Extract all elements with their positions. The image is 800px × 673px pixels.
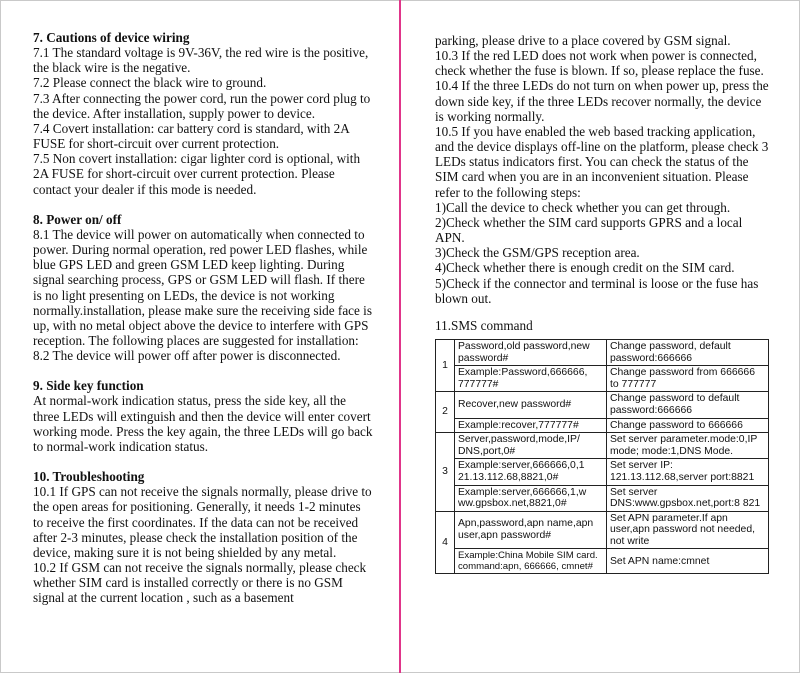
table-row bbox=[436, 459, 769, 485]
table-row bbox=[436, 433, 769, 459]
paragraph: At normal-work indication status, press the side key, all the three LEDs will extinguish and then the device will enter covert working mode. Press the key again, the three LEDs will go back to normal-work indication status. bbox=[33, 393, 373, 454]
section-heading: 8. Power on/ off bbox=[33, 211, 122, 227]
command-number: 4 bbox=[436, 511, 455, 574]
sms-command-title: 11.SMS command bbox=[435, 317, 533, 333]
section-heading: 10. Troubleshooting bbox=[33, 469, 145, 485]
command-description: Change password from 666666 to 777777 bbox=[607, 366, 769, 392]
section-heading: 7. Cautions of device wiring bbox=[33, 30, 190, 45]
command-syntax: Example:server,666666,0,1 21.13.112.68,8821,0# bbox=[455, 459, 607, 485]
paragraph: 4)Check whether there is enough credit on the SIM card. bbox=[435, 260, 735, 276]
right-paragraphs bbox=[435, 33, 770, 306]
left-column bbox=[33, 30, 373, 605]
command-description: Change password to default password:666666 bbox=[607, 392, 769, 418]
section-gap bbox=[33, 197, 373, 212]
paragraph: 10.4 If the three LEDs do not turn on when power up, press the down side key, if the three LEDs recover normally, the device is working normally. bbox=[435, 78, 769, 124]
command-syntax: Example:recover,777777# bbox=[455, 418, 607, 433]
paragraph: 10.5 If you have enabled the web based tracking application, and the device displays off-line on the platform, please check 3 LEDs status indicators first. You can check the status of the SIM card when you are in an inconvenient situation. Please refer to the following steps: bbox=[435, 123, 769, 200]
command-description: Set server DNS:www.gpsbox.net,port:8 821 bbox=[607, 485, 769, 511]
table-row bbox=[436, 366, 769, 392]
paragraph: 10.2 If GSM can not receive the signals normally, please check whether SIM card is installed correctly or there is no GSM signal at the current location , such as a basement bbox=[33, 560, 367, 606]
command-syntax: Example:server,666666,1,w ww.gpsbox.net,8821,0# bbox=[455, 485, 607, 511]
sms-command-table bbox=[435, 339, 769, 575]
right-column bbox=[435, 33, 770, 574]
command-number: 3 bbox=[436, 433, 455, 512]
command-description: Set server parameter.mode:0,IP mode; mode:1,DNS Mode. bbox=[607, 433, 769, 459]
page-divider bbox=[399, 0, 401, 673]
table-row bbox=[436, 549, 769, 574]
paragraph: 10.1 If GPS can not receive the signals normally, please drive to the open areas for positioning. Generally, it needs 1-2 minutes to receive the first coordinates. If the data can not be received after 2-3 minutes, please check the installation position of the device, making sure it is not being shielded by any metal. bbox=[33, 484, 372, 560]
paragraph: parking, please drive to a place covered by GSM signal. bbox=[435, 33, 731, 48]
command-description: Change password to 666666 bbox=[607, 418, 769, 433]
paragraph: 7.4 Covert installation: car battery cord is standard, with 2A FUSE for short-circuit over current protection. bbox=[33, 120, 350, 152]
command-description: Set APN parameter.If apn user,apn password not needed, not write bbox=[607, 511, 769, 549]
paragraph: 7.1 The standard voltage is 9V-36V, the red wire is the positive, the black wire is the negative. bbox=[33, 45, 369, 76]
command-syntax: Password,old password,new password# bbox=[455, 339, 607, 365]
command-syntax: Apn,password,apn name,apn user,apn password# bbox=[455, 511, 607, 549]
table-row bbox=[436, 485, 769, 511]
table-row bbox=[436, 511, 769, 549]
command-description: Change password, default password:666666 bbox=[607, 339, 769, 365]
command-description: Set APN name:cmnet bbox=[607, 549, 769, 574]
section-heading: 9. Side key function bbox=[33, 378, 144, 394]
command-syntax: Example:Password,666666, 777777# bbox=[455, 366, 607, 392]
paragraph: 8.1 The device will power on automatically when connected to power. During normal operation, red power LED flashes, while blue GPS LED and green GSM LED keep lighting. During signal searching process, GPS or GSM LED will flash. If there is no light presenting on LEDs, the device is not working normally.installation, please make sure the receiving side face is up, with no metal object above the device to interfere with GPS reception. The following places are suggested for installation: bbox=[33, 226, 372, 348]
command-syntax: Example:China Mobile SIM card. command:apn, 666666, cmnet# bbox=[455, 549, 607, 574]
section-gap bbox=[33, 363, 373, 378]
paragraph: 8.2 The device will power off after power is disconnected. bbox=[33, 348, 341, 364]
paragraph: 1)Call the device to check whether you can get through. bbox=[435, 199, 731, 215]
command-syntax: Server,password,mode,IP/ DNS,port,0# bbox=[455, 433, 607, 459]
command-description: Set server IP: 121.13.112.68,server port:8821 bbox=[607, 459, 769, 485]
table-row bbox=[436, 339, 769, 365]
command-number: 2 bbox=[436, 392, 455, 433]
paragraph: 7.2 Please connect the black wire to ground. bbox=[33, 75, 267, 91]
paragraph: 5)Check if the connector and terminal is loose or the fuse has blown out. bbox=[435, 275, 759, 306]
paragraph: 10.3 If the red LED does not work when power is connected, check whether the fuse is blown. If so, please replace the fuse. bbox=[435, 48, 764, 79]
table-row bbox=[436, 418, 769, 433]
table-row bbox=[436, 392, 769, 418]
section-gap bbox=[33, 454, 373, 469]
paragraph: 2)Check whether the SIM card supports GPRS and a local APN. bbox=[435, 214, 743, 246]
paragraph: 7.3 After connecting the power cord, run the power cord plug to the device. After installation, supply power to device. bbox=[33, 90, 371, 121]
command-number: 1 bbox=[436, 339, 455, 391]
paragraph: 3)Check the GSM/GPS reception area. bbox=[435, 245, 640, 261]
command-syntax: Recover,new password# bbox=[455, 392, 607, 418]
paragraph: 7.5 Non covert installation: cigar lighter cord is optional, with 2A FUSE for short-circuit over current protection. Please contact your dealer if this mode is needed. bbox=[33, 151, 361, 197]
